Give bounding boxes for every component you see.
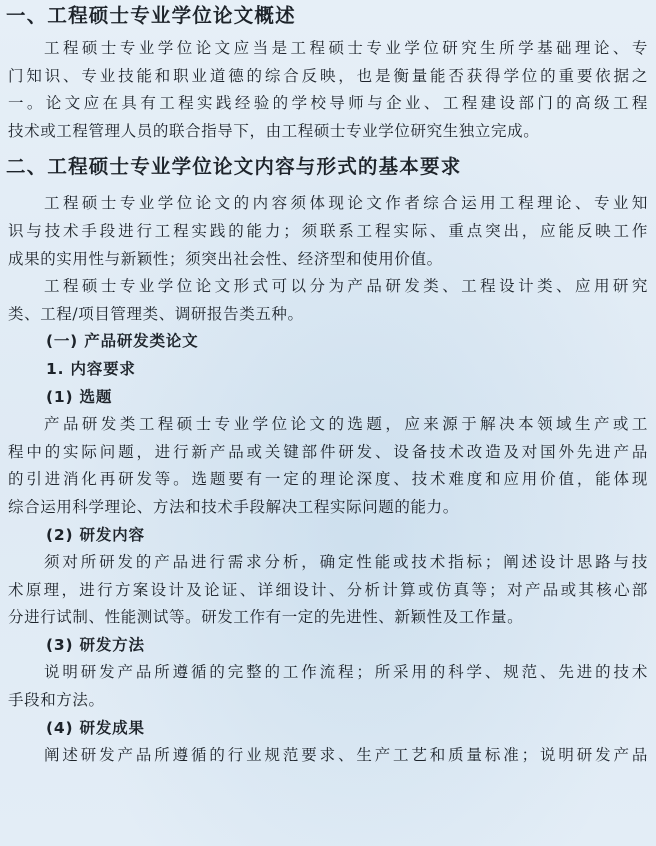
text-line: 成果的实用性与新颖性；须突出社会性、经济型和使用价值。 [8, 249, 443, 268]
requirements-paragraph-1 [0, 190, 656, 273]
text-line: 阐述研发产品所遵循的行业规范要求、生产工艺和质量标准；说明研发产品 [44, 746, 648, 765]
section-heading-overview: 一、工程硕士专业学位论文概述 [6, 4, 296, 27]
text-line: 类、工程/项目管理类、调研报告类五种。 [8, 304, 304, 323]
item-label-rd-content: (2) 研发内容 [46, 525, 145, 544]
text-line: 产品研发类工程硕士专业学位论文的选题，应来源于解决本领域生产或工 [44, 415, 648, 434]
subheading-content-requirements: 1. 内容要求 [46, 359, 136, 378]
text-line: 须对所研发的产品进行需求分析，确定性能或技术指标；阐述设计思路与技 [44, 553, 648, 572]
text-line: 工程硕士专业学位论文应当是工程硕士专业学位研究生所学基础理论、专 [44, 39, 648, 57]
text-line: 程中的实际问题，进行新产品或关键部件研发、设备技术改造及对国外先进产品 [8, 442, 648, 461]
item-label-rd-method: (3) 研发方法 [46, 635, 145, 654]
item-label-topic: (1) 选题 [46, 387, 113, 406]
item-label-rd-results: (4) 研发成果 [46, 718, 145, 737]
overview-paragraph [0, 35, 656, 145]
item-rd-content-text [0, 549, 656, 632]
text-line: 识与技术手段进行工程实践的能力；须联系工程实际、重点突出，应能反映工作 [8, 221, 648, 240]
text-line: 的引进消化再研发等。选题要有一定的理论深度、技术难度和应用价值，能体现 [8, 470, 648, 489]
text-line: 门知识、专业技能和职业道德的综合反映，也是衡量能否获得学位的重要依据之 [8, 66, 648, 85]
item-rd-results-text [0, 742, 656, 770]
text-line: 术原理，进行方案设计及论证、详细设计、分析计算或仿真等；对产品或其核心部 [8, 580, 648, 599]
text-line: 工程硕士专业学位论文形式可以分为产品研发类、工程设计类、应用研究 [44, 277, 648, 296]
section-heading-requirements: 二、工程硕士专业学位论文内容与形式的基本要求 [6, 155, 462, 179]
text-line: 综合运用科学理论、方法和技术手段解决工程实际问题的能力。 [8, 497, 459, 516]
requirements-paragraph-2 [0, 273, 656, 328]
text-line: 工程硕士专业学位论文的内容须体现论文作者综合运用工程理论、专业知 [44, 194, 648, 213]
item-rd-method-text [0, 659, 656, 714]
text-line: 手段和方法。 [8, 691, 105, 710]
text-line: 一。论文应在具有工程实践经验的学校导师与企业、工程建设部门的高级工程 [8, 94, 648, 113]
item-topic-text [0, 411, 656, 521]
text-line: 说明研发产品所遵循的完整的工作流程；所采用的科学、规范、先进的技术 [44, 663, 648, 682]
subheading-product-rd: (一) 产品研发类论文 [46, 332, 199, 351]
text-line: 技术或工程管理人员的联合指导下，由工程硕士专业学位研究生独立完成。 [8, 121, 540, 140]
text-line: 分进行试制、性能测试等。研发工作有一定的先进性、新颖性及工作量。 [8, 608, 524, 627]
